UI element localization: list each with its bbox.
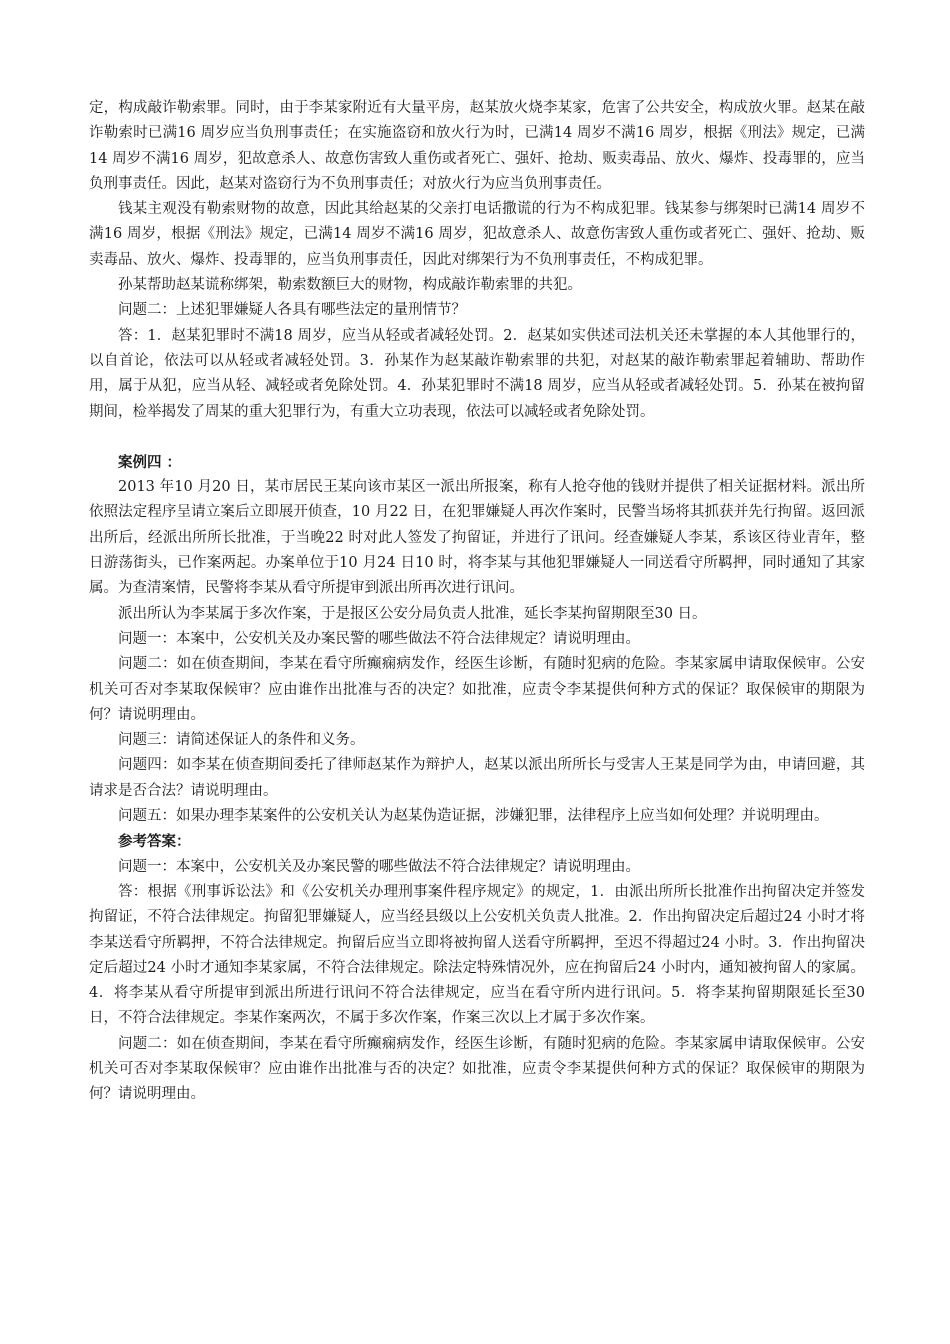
case4-heading: 案例四 ： — [118, 453, 182, 471]
answer-question-one: 答：根据《刑事诉讼法》和《公安机关办理刑事案件程序规定》的规定，1．由派出所所长批准作出拘留决定并签发拘留证，不符合法律规定。拘留犯罪嫌疑人，应当经县级以上公安机关负责人批准。2．作出拘留决定后超过24 小时才将李某送看守所羁押，不符合法律规定。拘留后应当立即将被拘留人送看守所羁押，至迟不得超过24 小时。3．作出拘留决定后超过24 小时才通知李某家属，不符合法律规定。除法定特殊情况外，应在拘留后24 小时内，通知被拘留人的家属。4．将李某从看守所提审到派出所进行讯问不符合法律规定，应当在看守所内进行讯问。5．将李某拘留期限延长至30 日，不符合法律规定。李某作案两次，不属于多次作案，作案三次以上才属于多次作案。 — [89, 883, 865, 1027]
paragraph-sun-analysis: 孙某帮助赵某谎称绑架，勒索数额巨大的财物，构成敲诈勒索罪的共犯。 — [118, 277, 582, 294]
case4-question-three: 问题三：请简述保证人的条件和义务。 — [118, 732, 365, 749]
case4-question-four: 问题四：如李某在侦查期间委托了律师赵某作为辩护人，赵某以派出所所长与受害人王某是同学为由，申请回避，其请求是否合法？请说明理由。 — [89, 757, 865, 799]
answer-two-case3: 答：1．赵某犯罪时不满18 周岁，应当从轻或者减轻处罚。2．赵某如实供述司法机关还未掌握的本人其他罪行的，以自首论，依法可以从轻或者减轻处罚。3．孙某作为赵某敲诈勒索罪的共犯，对赵某的敲诈勒索罪起着辅助、帮助作用，属于从犯，应当从轻、减轻或者免除处罚。4．孙某犯罪时不满18 周岁，应当从轻或者减轻处罚。5．孙某在被拘留期间，检举揭发了周某的重大犯罪行为，有重大立功表现，依法可以减轻或者免除处罚。 — [89, 327, 865, 420]
question-two-case3: 问题二：上述犯罪嫌疑人各具有哪些法定的量刑情节？ — [118, 302, 466, 319]
case4-question-two: 问题二：如在侦查期间，李某在看守所癫痫病发作，经医生诊断，有随时犯病的危险。李某家属申请取保候审。公安机关可否对李某取保候审？应由谁作出批准与否的决定？如批准，应责令李某提供何种方式的保证？取保候审的期限为何？请说明理由。 — [89, 656, 865, 723]
answer-question-two-title: 问题二：如在侦查期间，李某在看守所癫痫病发作，经医生诊断，有随时犯病的危险。李某家属申请取保候审。公安机关可否对李某取保候审？应由谁作出批准与否的决定？如批准，应责令李某提供何种方式的保证？取保候审的期限为何？请说明理由。 — [89, 1035, 865, 1103]
case4-facts: 2013 年10 月20 日，某市居民王某向该市某区一派出所报案，称有人抢夺他的钱财并提供了相关证据材料。派出所依照法定程序呈请立案后立即展开侦查，10 月22 日，在犯罪嫌疑人再次作案时，民警当场将其抓获并先行拘留。返回派出所后，经派出所所长批准，于当晚22 时对此人签发了拘留证，并进行了讯问。经查嫌疑人李某，系该区待业青年，整日游荡街头，已作案两起。办案单位于10 月24 日10 时，将李某与其他犯罪嫌疑人一同送看守所羁押，同时通知了其家属。为查清案情，民警将李某从看守所提审到派出所再次进行讯问。 — [89, 479, 865, 597]
spacer — [89, 425, 865, 450]
paragraph-case3-analysis-cont: 定，构成敲诈勒索罪。同时，由于李某家附近有大量平房，赵某放火烧李某家，危害了公共安全，构成放火罪。赵某在敲诈勒索时已满16 周岁应当负刑事责任；在实施盗窃和放火行为时，已满14 周岁不满16 周岁，根据《刑法》规定，已满14 周岁不满16 周岁，犯故意杀人、故意伤害致人重伤或者死亡、强奸、抢劫、贩卖毒品、放火、爆炸、投毒罪的，应当负刑事责任。因此，赵某对盗窃行为不负刑事责任；对放火行为应当负刑事责任。 — [89, 100, 865, 192]
case4-question-five: 问题五：如果办理李某案件的公安机关认为赵某伪造证据，涉嫌犯罪，法律程序上应当如何处理？并说明理由。 — [118, 808, 829, 825]
answer-question-one-title: 问题一：本案中，公安机关及办案民警的哪些做法不符合法律规定？请说明理由。 — [118, 858, 640, 875]
case4-question-one: 问题一：本案中，公安机关及办案民警的哪些做法不符合法律规定？请说明理由。 — [118, 630, 640, 647]
case4-extension: 派出所认为李某属于多次作案，于是报区公安分局负责人批准，延长李某拘留期限至30 日。 — [118, 605, 707, 622]
paragraph-qian-analysis: 钱某主观没有勒索财物的故意，因此其给赵某的父亲打电话撒谎的行为不构成犯罪。钱某参与绑架时已满14 周岁不满16 周岁，根据《刑法》规定，已满14 周岁不满16 周岁，犯故意杀人、故意伤害致人重伤或者死亡、强奸、抢劫、贩卖毒品、放火、爆炸、投毒罪的，应当负刑事责任，因此对绑架行为不负刑事责任，不构成犯罪。 — [89, 201, 865, 268]
document-page — [89, 96, 865, 1108]
reference-answer-heading: 参考答案： — [118, 833, 191, 851]
